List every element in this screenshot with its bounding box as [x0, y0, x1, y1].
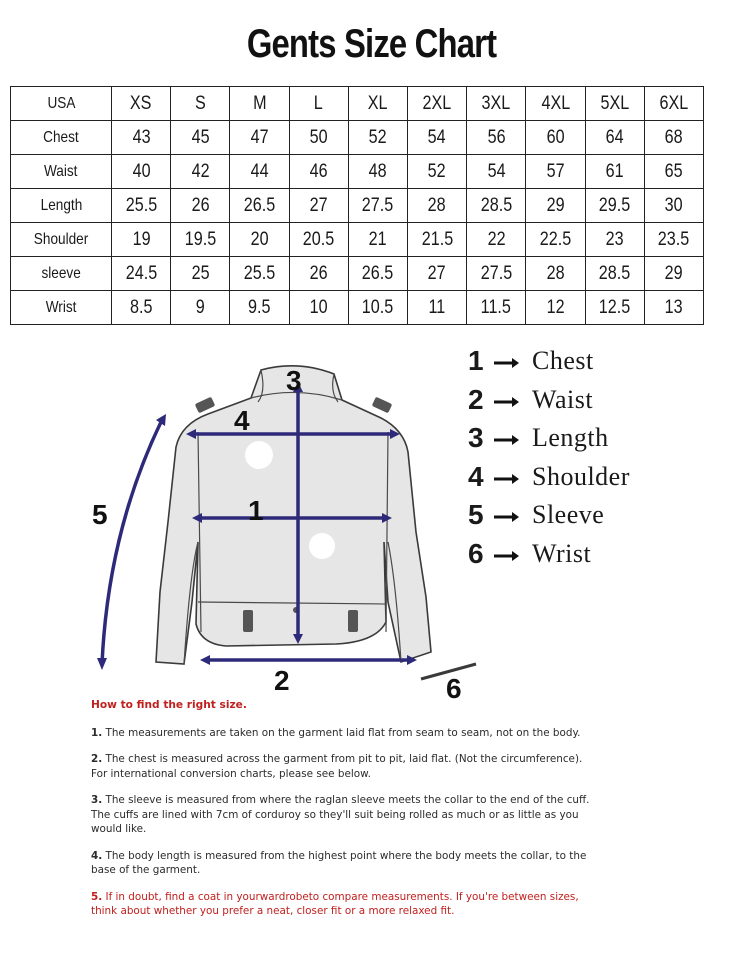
row-label: Chest: [11, 121, 112, 155]
table-cell: 68: [644, 121, 703, 155]
instruction-number: 4.: [91, 849, 103, 862]
table-cell: 11: [407, 291, 466, 325]
legend-label: Length: [532, 423, 609, 453]
legend-item: [468, 535, 738, 574]
table-cell: 22: [467, 223, 526, 257]
header-size: 6XL: [644, 87, 703, 121]
arrow-right-icon: [492, 544, 520, 564]
table-cell: 23: [585, 223, 644, 257]
legend-number: 4: [468, 460, 484, 492]
table-cell: 25: [171, 257, 230, 291]
table-row: [11, 155, 704, 189]
table-cell: 50: [289, 121, 348, 155]
table-cell: 9.5: [230, 291, 289, 325]
instruction-number: 5.: [91, 890, 103, 903]
legend-item: [468, 342, 738, 381]
table-cell: 20.5: [289, 223, 348, 257]
table-cell: 28: [526, 257, 585, 291]
diagram-label-waist: 2: [274, 665, 290, 696]
row-label: Waist: [11, 155, 112, 189]
arrow-right-icon: [492, 428, 520, 448]
instruction-text: The body length is measured from the highest point where the body meets the collar, to the base of the garment.: [91, 849, 587, 876]
table-cell: 61: [585, 155, 644, 189]
row-label: sleeve: [11, 257, 112, 291]
legend-number: 5: [468, 499, 484, 531]
header-usa: USA: [11, 87, 112, 121]
table-cell: 54: [467, 155, 526, 189]
table-cell: 10: [289, 291, 348, 325]
measurement-legend: [468, 342, 738, 573]
table-cell: 26: [289, 257, 348, 291]
header-size: M: [230, 87, 289, 121]
instruction-text: The sleeve is measured from where the raglan sleeve meets the collar to the end of the cuff. The cuffs are lined with 7cm of corduroy so they'll suit being rolled as much or as little as you would like.: [91, 794, 590, 835]
table-row: [11, 291, 704, 325]
legend-item: [468, 496, 738, 535]
table-cell: 21.5: [407, 223, 466, 257]
table-cell: 42: [171, 155, 230, 189]
table-cell: 25.5: [112, 189, 171, 223]
table-cell: 52: [348, 121, 407, 155]
size-chart-table: [10, 86, 704, 325]
table-cell: 8.5: [112, 291, 171, 325]
table-cell: 29.5: [585, 189, 644, 223]
table-cell: 29: [644, 257, 703, 291]
header-size: XS: [112, 87, 171, 121]
page-title: Gents Size Chart: [246, 22, 497, 66]
table-cell: 26.5: [348, 257, 407, 291]
legend-item: [468, 419, 738, 458]
table-cell: 12.5: [585, 291, 644, 325]
instructions-heading: How to find the right size.: [91, 699, 247, 711]
arrow-right-icon: [492, 505, 520, 525]
row-label: Shoulder: [11, 223, 112, 257]
diagram-label-wrist: 6: [446, 673, 462, 702]
legend-item: [468, 458, 738, 497]
diagram-label-chest: 1: [248, 495, 264, 526]
table-cell: 28: [407, 189, 466, 223]
table-cell: 52: [407, 155, 466, 189]
instruction-item: [91, 726, 591, 741]
table-cell: 44: [230, 155, 289, 189]
table-cell: 27.5: [467, 257, 526, 291]
table-cell: 65: [644, 155, 703, 189]
instruction-text: The chest is measured across the garment from pit to pit, laid flat. (Not the circumference). For international conversion charts, please see below.: [91, 753, 583, 780]
table-cell: 27: [407, 257, 466, 291]
arrow-right-icon: [492, 390, 520, 410]
legend-label: Sleeve: [532, 500, 605, 530]
instruction-item: [91, 890, 591, 919]
table-cell: 28.5: [585, 257, 644, 291]
instruction-text: If in doubt, find a coat in yourwardrobeto compare measurements. If you're between sizes, think about whether you prefer a neat, closer fit or a more relaxed fit.: [91, 890, 579, 917]
table-cell: 20: [230, 223, 289, 257]
table-cell: 46: [289, 155, 348, 189]
table-cell: 47: [230, 121, 289, 155]
table-body: [11, 121, 704, 325]
table-cell: 56: [467, 121, 526, 155]
table-cell: 45: [171, 121, 230, 155]
table-cell: 19: [112, 223, 171, 257]
header-size: XL: [348, 87, 407, 121]
sleeve-line: [102, 422, 161, 664]
legend-label: Shoulder: [532, 461, 630, 491]
table-cell: 26: [171, 189, 230, 223]
instructions-list: [91, 726, 591, 919]
legend-number: 2: [468, 383, 484, 415]
table-cell: 60: [526, 121, 585, 155]
row-label: Wrist: [11, 291, 112, 325]
table-header-row: [11, 87, 704, 121]
legend-label: Wrist: [532, 538, 592, 568]
jacket-outline: [156, 366, 431, 664]
jacket-diagram: [86, 352, 486, 702]
instruction-number: 2.: [91, 753, 103, 765]
table-row: [11, 257, 704, 291]
diagram-label-shoulder: 4: [234, 405, 250, 436]
size-instructions: [91, 698, 591, 931]
table-cell: 21: [348, 223, 407, 257]
jacket-illustration: [86, 352, 486, 702]
instruction-item: [91, 849, 591, 878]
table-cell: 23.5: [644, 223, 703, 257]
table-cell: 28.5: [467, 189, 526, 223]
header-size: S: [171, 87, 230, 121]
row-label: Length: [11, 189, 112, 223]
table-cell: 43: [112, 121, 171, 155]
diagram-label-length: 3: [286, 365, 302, 396]
instruction-item: [91, 752, 591, 781]
table-cell: 24.5: [112, 257, 171, 291]
table-cell: 22.5: [526, 223, 585, 257]
table-cell: 13: [644, 291, 703, 325]
arrow-right-icon: [492, 467, 520, 487]
table-cell: 29: [526, 189, 585, 223]
table-row: [11, 121, 704, 155]
table-cell: 48: [348, 155, 407, 189]
header-size: 4XL: [526, 87, 585, 121]
legend-number: 3: [468, 422, 484, 454]
table-cell: 30: [644, 189, 703, 223]
header-size: L: [289, 87, 348, 121]
header-size: 2XL: [407, 87, 466, 121]
table-row: [11, 223, 704, 257]
table-cell: 54: [407, 121, 466, 155]
table-cell: 9: [171, 291, 230, 325]
table-cell: 27: [289, 189, 348, 223]
table-cell: 25.5: [230, 257, 289, 291]
table-row: [11, 189, 704, 223]
instruction-text: The measurements are taken on the garment laid flat from seam to seam, not on the body.: [105, 726, 581, 739]
legend-label: Waist: [532, 384, 594, 414]
instruction-item: [91, 793, 591, 837]
instruction-number: 1.: [91, 726, 103, 739]
legend-item: [468, 381, 738, 420]
legend-label: Chest: [532, 346, 594, 376]
table-cell: 10.5: [348, 291, 407, 325]
table-cell: 27.5: [348, 189, 407, 223]
table-cell: 11.5: [467, 291, 526, 325]
legend-number: 1: [468, 345, 484, 377]
arrow-right-icon: [492, 351, 520, 371]
table-cell: 12: [526, 291, 585, 325]
instruction-number: 3.: [91, 794, 103, 806]
table-cell: 26.5: [230, 189, 289, 223]
table-cell: 40: [112, 155, 171, 189]
legend-number: 6: [468, 537, 484, 569]
diagram-label-sleeve: 5: [92, 499, 108, 530]
table-cell: 64: [585, 121, 644, 155]
table-cell: 19.5: [171, 223, 230, 257]
table-cell: 57: [526, 155, 585, 189]
header-size: 5XL: [585, 87, 644, 121]
header-size: 3XL: [467, 87, 526, 121]
